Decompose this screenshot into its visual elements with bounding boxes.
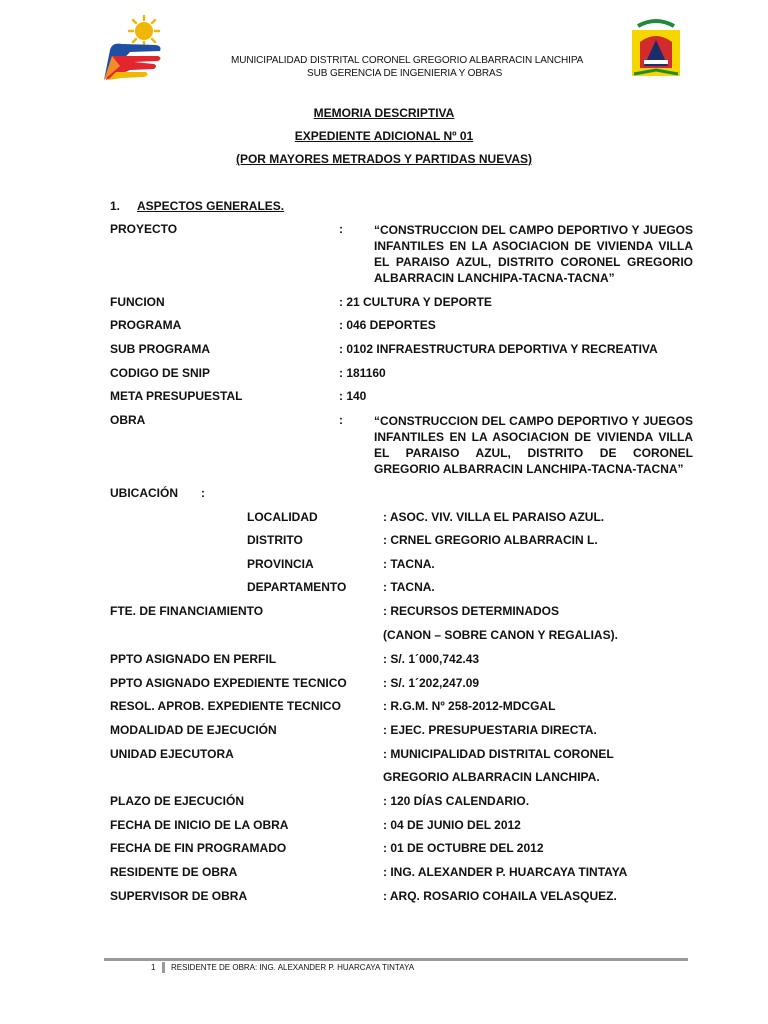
detail-label: PPTO ASIGNADO EN PERFIL bbox=[110, 652, 277, 666]
field-label: FUNCION bbox=[110, 295, 165, 309]
detail-value: : S/. 1´000,742.43 bbox=[383, 652, 480, 666]
detail-label: SUPERVISOR DE OBRA bbox=[110, 889, 248, 903]
footer-text: RESIDENTE DE OBRA: ING. ALEXANDER P. HUARCAYA TINTAYA bbox=[171, 963, 415, 972]
detail-label: FECHA DE FIN PROGRAMADO bbox=[110, 841, 287, 855]
document-subtitle: EXPEDIENTE ADICIONAL Nº 01 bbox=[294, 129, 474, 143]
field-label: PROYECTO bbox=[110, 222, 178, 236]
project-name: “CONSTRUCCION DEL CAMPO DEPORTIVO Y JUEGOS INFANTILES EN LA ASOCIACION DE VIVIENDA VILLA EL PARAISO AZUL, DISTRITO CORONEL GREGORIO ALBARRACIN LANCHIPA-TACNA-TACNA” bbox=[374, 223, 693, 285]
detail-label: RESIDENTE DE OBRA bbox=[110, 865, 238, 879]
field-value: : 140 bbox=[339, 389, 367, 403]
detail-label: FTE. DE FINANCIAMIENTO bbox=[110, 604, 264, 618]
field-label: PROGRAMA bbox=[110, 318, 182, 332]
field-value: : 046 DEPORTES bbox=[339, 318, 436, 332]
page-number: 1 bbox=[151, 963, 156, 972]
footer-separator bbox=[162, 962, 165, 973]
detail-value: : ING. ALEXANDER P. HUARCAYA TINTAYA bbox=[383, 865, 628, 879]
header-subgerencia: SUB GERENCIA DE INGENIERIA Y OBRAS bbox=[307, 68, 503, 79]
location-label: DISTRITO bbox=[247, 533, 303, 547]
detail-label: FECHA DE INICIO DE LA OBRA bbox=[110, 818, 289, 832]
field-colon: : bbox=[339, 413, 343, 427]
field-label: SUB PROGRAMA bbox=[110, 342, 211, 356]
detail-value-continuation: (CANON – SOBRE CANON Y REGALIAS). bbox=[383, 628, 618, 642]
detail-value: : MUNICIPALIDAD DISTRITAL CORONEL bbox=[383, 747, 614, 761]
field-colon: : bbox=[201, 486, 205, 500]
detail-value: : EJEC. PRESUPUESTARIA DIRECTA. bbox=[383, 723, 597, 737]
header-institution: MUNICIPALIDAD DISTRITAL CORONEL GREGORIO ALBARRACIN LANCHIPA bbox=[231, 55, 584, 66]
hand-sun-logo-icon bbox=[100, 14, 164, 84]
detail-value: : 01 DE OCTUBRE DEL 2012 bbox=[383, 841, 544, 855]
detail-value: : S/. 1´202,247.09 bbox=[383, 676, 480, 690]
detail-value: : RECURSOS DETERMINADOS bbox=[383, 604, 560, 618]
detail-label: RESOL. APROB. EXPEDIENTE TECNICO bbox=[110, 699, 341, 713]
location-label: LOCALIDAD bbox=[247, 510, 318, 524]
footer-divider bbox=[104, 958, 688, 961]
section-heading: ASPECTOS GENERALES. bbox=[137, 199, 285, 213]
field-label: OBRA bbox=[110, 413, 146, 427]
municipal-crest-logo-icon bbox=[630, 16, 682, 80]
document-title: MEMORIA DESCRIPTIVA bbox=[313, 106, 455, 120]
field-value: : 21 CULTURA Y DEPORTE bbox=[339, 295, 492, 309]
location-label: DEPARTAMENTO bbox=[247, 580, 347, 594]
sun-icon bbox=[129, 16, 159, 46]
detail-label: UNIDAD EJECUTORA bbox=[110, 747, 234, 761]
field-label: UBICACIÓN bbox=[110, 486, 178, 500]
detail-label: PPTO ASIGNADO EXPEDIENTE TECNICO bbox=[110, 676, 347, 690]
section-number: 1. bbox=[110, 199, 121, 213]
detail-value-continuation: GREGORIO ALBARRACIN LANCHIPA. bbox=[383, 770, 600, 784]
field-label: CODIGO DE SNIP bbox=[110, 366, 211, 380]
location-value: : TACNA. bbox=[383, 557, 435, 571]
field-value: : 181160 bbox=[339, 366, 386, 380]
detail-value: : 04 DE JUNIO DEL 2012 bbox=[383, 818, 521, 832]
detail-value: : R.G.M. Nº 258-2012-MDCGAL bbox=[383, 699, 556, 713]
detail-label: PLAZO DE EJECUCIÓN bbox=[110, 794, 245, 808]
detail-label: MODALIDAD DE EJECUCIÓN bbox=[110, 723, 277, 737]
location-value: : TACNA. bbox=[383, 580, 435, 594]
document-subtitle-detail: (POR MAYORES METRADOS Y PARTIDAS NUEVAS) bbox=[235, 152, 533, 166]
location-value: : ASOC. VIV. VILLA EL PARAISO AZUL. bbox=[383, 510, 605, 524]
location-label: PROVINCIA bbox=[247, 557, 314, 571]
field-value: : 0102 INFRAESTRUCTURA DEPORTIVA Y RECREATIVA bbox=[339, 342, 658, 356]
detail-value: : ARQ. ROSARIO COHAILA VELASQUEZ. bbox=[383, 889, 617, 903]
location-value: : CRNEL GREGORIO ALBARRACIN L. bbox=[383, 533, 598, 547]
field-label: META PRESUPUESTAL bbox=[110, 389, 243, 403]
obra-name: “CONSTRUCCION DEL CAMPO DEPORTIVO Y JUEGOS INFANTILES EN LA ASOCIACION DE VIVIENDA VILLA EL PARAISO AZUL, DISTRITO DE CORONEL GREGORIO ALBARRACIN LANCHIPA-TACNA-TACNA” bbox=[374, 414, 693, 476]
field-colon: : bbox=[339, 222, 343, 236]
detail-value: : 120 DÍAS CALENDARIO. bbox=[383, 794, 530, 808]
